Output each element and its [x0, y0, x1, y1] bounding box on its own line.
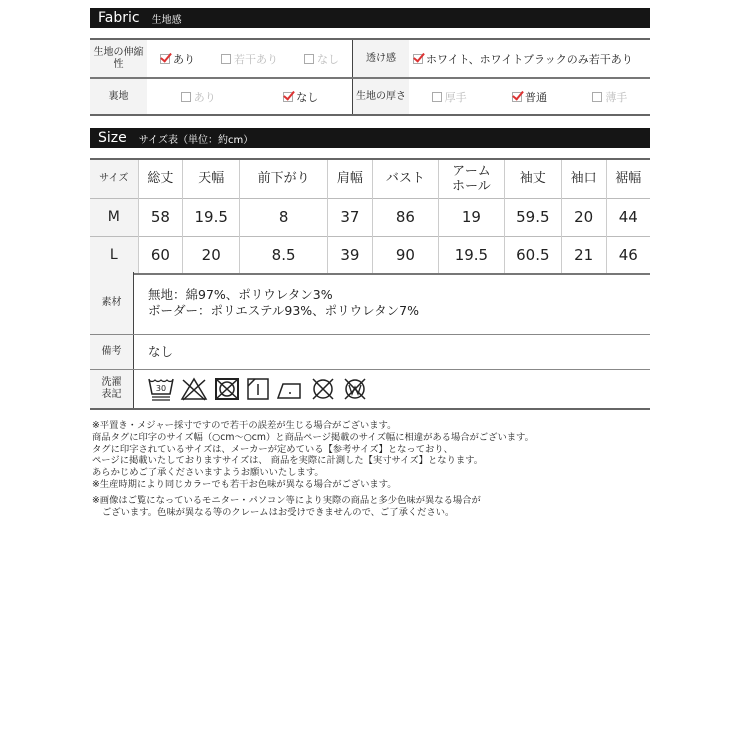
thickness-label: 生地の厚さ — [353, 79, 409, 114]
material-label: 素材 — [90, 272, 134, 334]
lining-options — [147, 79, 352, 114]
option-label: 薄手 — [605, 90, 628, 104]
checked-checkbox-icon — [283, 92, 293, 102]
note: ※生産時期により同じカラーでも若干お色味が異なる場合がございます。 — [92, 478, 397, 490]
option-label: あり — [193, 90, 216, 104]
size-column-header: 総丈 — [138, 159, 183, 198]
fabric-title: Fabric — [98, 10, 140, 26]
option-label: 若干あり — [234, 52, 278, 66]
option-label: なし — [296, 90, 319, 104]
size-cell: 86 — [372, 198, 438, 236]
size-column-header: アーム ホール — [439, 159, 505, 198]
note: ございます。色味が異なる等のクレームはお受けできませんので、ご了承ください。 — [102, 506, 455, 518]
fabric-subtitle: 生地感 — [151, 14, 182, 26]
size-column-header: 天幅 — [183, 159, 240, 198]
no-bleach-icon — [180, 376, 208, 402]
option-sheer — [413, 51, 633, 67]
option-stretch — [160, 51, 195, 67]
no-dry-clean-icon — [310, 376, 336, 402]
size-cell: 44 — [606, 198, 650, 236]
no-tumble-dry-icon — [214, 376, 240, 402]
size-column-header: 前下がり — [240, 159, 328, 198]
size-cell: 19 — [439, 198, 505, 236]
iron-low-icon — [276, 376, 304, 402]
material-line: 無地：綿97%、ポリウレタン3% — [148, 287, 333, 302]
no-wet-clean-icon — [342, 376, 368, 402]
size-column-header: 袖丈 — [504, 159, 561, 198]
option-label: なし — [317, 52, 339, 66]
checked-checkbox-icon — [512, 92, 522, 102]
size-cell: 19.5 — [183, 198, 240, 236]
unchecked-checkbox-icon — [592, 92, 602, 102]
size-cell: 58 — [138, 198, 183, 236]
size-column-header: 裾幅 — [606, 159, 650, 198]
size-column-header: 肩幅 — [328, 159, 373, 198]
option-label: あり — [173, 52, 195, 66]
wash-30-gentle-icon — [148, 376, 174, 402]
size-row — [90, 236, 650, 274]
option-thickness — [512, 89, 547, 105]
remarks-value: なし — [148, 344, 174, 359]
checked-checkbox-icon — [160, 54, 170, 64]
size-cell: 19.5 — [439, 236, 505, 274]
thickness-options — [409, 79, 650, 114]
unchecked-checkbox-icon — [221, 54, 231, 64]
size-column-header: 袖口 — [561, 159, 606, 198]
size-table — [90, 158, 650, 275]
size-label: L — [90, 236, 138, 274]
option-stretch — [304, 51, 339, 67]
line-dry-shade-icon — [246, 376, 270, 402]
note: ※平置き・メジャー採寸ですので若干の誤差が生じる場合がございます。 — [92, 420, 397, 431]
size-cell: 39 — [328, 236, 373, 274]
unchecked-checkbox-icon — [181, 92, 191, 102]
note: ページに掲載いたしておりますサイズは、 商品を実際に計測した【実寸サイズ】となります。 — [92, 455, 484, 467]
size-row — [90, 198, 650, 236]
option-label: ホワイト、ホワイトブラックのみ若干あり — [426, 52, 633, 66]
option-thickness — [432, 89, 467, 105]
unchecked-checkbox-icon — [432, 92, 442, 102]
note: ※画像はご覧になっているモニター・パソコン等により実際の商品と多少色味が異なる場合が — [92, 494, 481, 506]
stretch-label: 生地の伸縮性 — [90, 40, 147, 77]
size-cell: 60.5 — [504, 236, 561, 274]
size-cell: 8 — [240, 198, 328, 236]
note: 商品タグに印字のサイズ幅（○cm〜○cm）と商品ページ掲載のサイズ幅に相違がある場合がございます。 — [92, 431, 534, 443]
sheer-options — [409, 40, 650, 77]
size-header-row — [90, 159, 650, 198]
wash-temp: 30 — [155, 384, 167, 393]
size-cell: 59.5 — [504, 198, 561, 236]
size-cell: 20 — [183, 236, 240, 274]
notes — [92, 420, 534, 518]
size-cell: 8.5 — [240, 236, 328, 274]
size-title: Size — [98, 130, 127, 146]
size-cell: 46 — [606, 236, 650, 274]
size-cell: 90 — [372, 236, 438, 274]
size-subtitle: サイズ表（単位：約cm） — [138, 134, 254, 146]
option-thickness — [592, 89, 627, 105]
size-cell: 37 — [328, 198, 373, 236]
material-line: ボーダー：ポリエステル93%、ポリウレタン7% — [148, 303, 419, 318]
size-cell: 20 — [561, 198, 606, 236]
note: あらかじめご了承くださいますようお願いいたします。 — [92, 467, 324, 479]
size-column-header: サイズ — [90, 159, 138, 198]
option-lining — [283, 89, 318, 105]
stretch-options — [147, 40, 352, 77]
option-label: 厚手 — [444, 90, 467, 104]
details-table — [90, 272, 650, 410]
lining-label: 裏地 — [90, 79, 147, 114]
size-label: M — [90, 198, 138, 236]
checked-checkbox-icon — [413, 54, 423, 64]
fabric-table — [90, 38, 650, 116]
size-header — [90, 128, 650, 148]
fabric-header — [90, 8, 650, 28]
care-label: 洗濯表記 — [90, 370, 134, 408]
sheer-label: 透け感 — [353, 40, 409, 77]
size-column-header: バスト — [372, 159, 438, 198]
option-lining — [181, 89, 216, 105]
unchecked-checkbox-icon — [304, 54, 314, 64]
remarks-label: 備考 — [90, 335, 134, 369]
note: タグに印字されているサイズは、メーカーが定めている【参考サイズ】となっており、 — [92, 443, 453, 455]
size-cell: 60 — [138, 236, 183, 274]
option-stretch — [221, 51, 278, 67]
care-icons — [148, 376, 368, 402]
option-label: 普通 — [524, 90, 547, 104]
size-cell: 21 — [561, 236, 606, 274]
